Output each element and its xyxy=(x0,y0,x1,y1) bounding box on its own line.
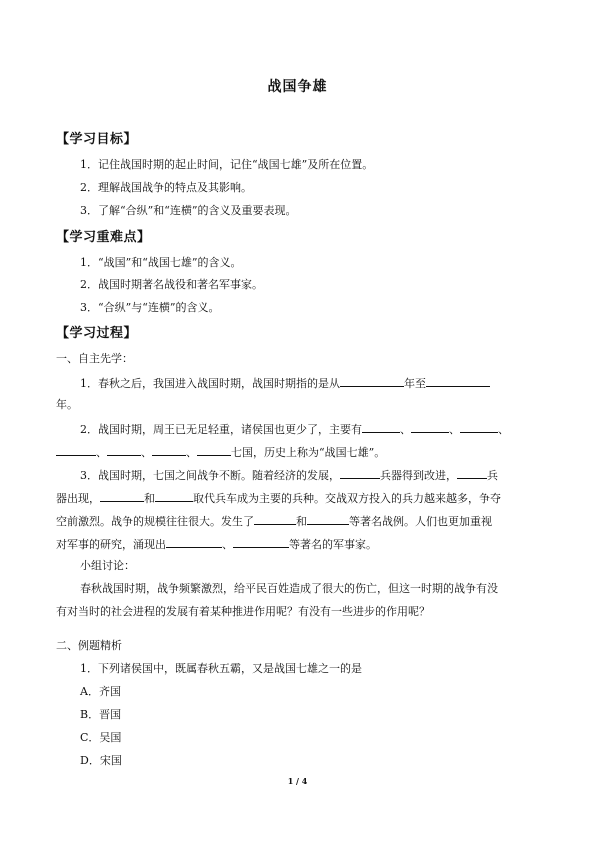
self-study-heading: 一、自主先学： xyxy=(56,352,133,365)
question-3-line-3: 空前激烈。战争的规模往往很大。发生了 和 等著名战例。人们也更加重视 xyxy=(56,515,492,528)
discussion-text-2: 有对当时的社会进程的发展有着某种推进作用呢？有没有一些进步的作用呢？ xyxy=(56,605,430,618)
answer-blank[interactable] xyxy=(155,490,193,502)
key-point-item-1: 1．“战国”和“战国七雄”的含义。 xyxy=(80,256,242,269)
option-a: A．齐国 xyxy=(80,685,121,698)
section-heading-goals: 【学习目标】 xyxy=(56,132,138,147)
answer-blank[interactable] xyxy=(426,375,490,387)
answer-blank[interactable] xyxy=(107,444,141,456)
question-3-line-4: 对军事的研究，涌现出 、 等著名的军事家。 xyxy=(56,538,377,551)
question-1-line-2: 年。 xyxy=(56,398,78,411)
answer-blank[interactable] xyxy=(166,536,222,548)
goal-item-3: 3．了解“合纵”和“连横”的含义及重要表现。 xyxy=(80,204,297,217)
answer-blank[interactable] xyxy=(233,536,289,548)
section-heading-key-points: 【学习重难点】 xyxy=(56,230,151,245)
question-3-line-2: 器出现， 和 取代兵车成为主要的兵种。交战双方投入的兵力越来越多，争夺 xyxy=(56,492,501,505)
option-b: B．晋国 xyxy=(80,708,122,721)
answer-blank[interactable] xyxy=(457,467,487,479)
key-point-item-3: 3．“合纵”与“连横”的含义。 xyxy=(80,301,220,314)
page-title: 战国争雄 xyxy=(267,79,328,95)
question-3-line-1: 3．战国时期，七国之间战争不断。随着经济的发展， 兵器得到改进， 兵 xyxy=(80,469,498,482)
examples-heading: 二、例题精析 xyxy=(56,639,122,652)
answer-blank[interactable] xyxy=(100,490,144,502)
question-1-line-1: 1．春秋之后，我国进入战国时期，战国时期指的是从 年至 xyxy=(80,375,490,391)
discussion-label: 小组讨论： xyxy=(80,559,135,572)
question-2-line-1: 2．战国时期，周王已无足轻重，诸侯国也更少了，主要有 、 、 、 xyxy=(80,423,509,436)
answer-blank[interactable] xyxy=(307,513,349,525)
answer-blank[interactable] xyxy=(411,421,449,433)
option-d: D．宋国 xyxy=(80,754,122,767)
answer-blank[interactable] xyxy=(254,513,296,525)
section-heading-process: 【学习过程】 xyxy=(56,326,138,341)
answer-blank[interactable] xyxy=(460,421,498,433)
answer-blank[interactable] xyxy=(340,467,380,479)
key-point-item-2: 2．战国时期著名战役和著名军事家。 xyxy=(80,278,263,291)
option-c: C．吴国 xyxy=(80,731,122,744)
page-number: 1 / 4 xyxy=(287,776,308,786)
question-2-line-2: 、 、 、 七国，历史上称为“战国七雄”。 xyxy=(56,444,385,460)
goal-item-2: 2．理解战国战争的特点及其影响。 xyxy=(80,181,252,194)
answer-blank[interactable] xyxy=(362,421,400,433)
example-question-1: 1．下列诸侯国中，既属春秋五霸，又是战国七雄之一的是 xyxy=(80,662,362,675)
goal-item-1: 1．记住战国时期的起止时间，记住“战国七雄”及所在位置。 xyxy=(80,158,374,171)
answer-blank[interactable] xyxy=(152,444,186,456)
answer-blank[interactable] xyxy=(197,444,231,456)
answer-blank[interactable] xyxy=(56,444,96,456)
discussion-text-1: 春秋战国时期，战争频繁激烈，给平民百姓造成了很大的伤亡，但这一时期的战争有没 xyxy=(80,582,498,595)
answer-blank[interactable] xyxy=(340,375,404,387)
